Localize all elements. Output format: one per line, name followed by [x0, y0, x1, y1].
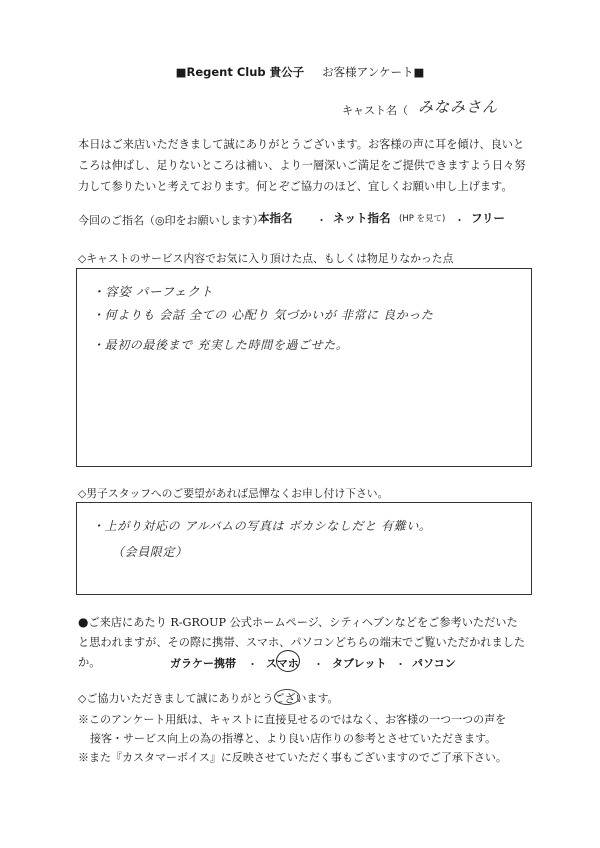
handwritten-staff-request: ・上がり対応の アルバムの写真は ボカシなしだと 有難い。 [92, 519, 432, 533]
selected-circle-mark [276, 650, 300, 672]
option-regular-nomination: 本指名 [258, 211, 293, 225]
section2-heading: ◇男子スタッフへのご要望があれば忌憚なくお申し付け下さい。 [78, 487, 389, 500]
handwritten-comment-line: ・何よりも 会話 全ての 心配り 気づかいが 非常に 良かった [92, 308, 434, 322]
device-option-tablet: タブレット [332, 657, 387, 670]
device-option-feature-phone: ガラケー携帯 [170, 657, 236, 670]
separator-dot: ・ [316, 214, 327, 227]
option-net-nomination-note: (HP を見て) [399, 214, 446, 224]
cast-name-label: キャスト名（ [342, 104, 408, 117]
option-net-nomination: ネット指名 [333, 211, 391, 225]
device-option-pc: パソコン [412, 657, 456, 670]
intro-paragraph: 本日はご来店いただきまして誠にありがとうございます。お客様の声に耳を傾け、良いところは伸ばし、足りないところは補い、より一層深いご満足をご提供できますよう日々努力して参りたいと考えております。何とぞご協力のほど、宜しくお願い申し上げます。 [78, 138, 526, 193]
device-option-smartphone: スマホ [266, 657, 299, 670]
option-free: フリー [471, 211, 506, 225]
nomination-label: 今回のご指名（◎印をお願いします） [78, 214, 264, 227]
device-question [78, 612, 528, 673]
survey-title [0, 64, 600, 80]
separator-dot: ・ [313, 658, 324, 671]
section1-heading: ◇キャストのサービス内容でお気に入り頂けた点、もしくは物足りなかった点 [78, 252, 454, 265]
handwritten-comment-line: ・最初の最後まで 充実した時間を過ごせた。 [92, 338, 349, 352]
separator-dot: ・ [454, 214, 465, 227]
separator-dot: ・ [395, 658, 406, 671]
cast-name-handwritten: みなみさん [418, 98, 499, 116]
footer-note-line: ※このアンケート用紙は、キャストに直接見せるのではなく、お客様の一つ一つの声を [78, 713, 507, 726]
separator-dot: ・ [247, 658, 258, 671]
handwritten-comment-line: ・容姿 パーフェクト [92, 284, 214, 299]
handwritten-staff-request-note: （会員限定） [112, 545, 188, 559]
brand-title: ■Regent Club 貴公子 [175, 65, 305, 79]
thanks-message: ◇ご協力いただきまして誠にありがとうございます。 [78, 692, 339, 705]
bullet-icon: ● [78, 615, 89, 629]
footer-note-line: ※また『カスタマーボイス』に反映させていただく事もございますのでご了承下さい。 [78, 751, 507, 764]
survey-subtitle: お客様アンケート■ [322, 65, 425, 79]
device-question-text: ご来店にあたり R-GROUP 公式ホームページ、シティヘブンなどをご参考いただいたと思われますが、その際に携帯、スマホ、パソコンどちらの端末でご覧いただかれましたか。 [78, 616, 526, 669]
footer-note [78, 710, 538, 767]
footer-note-line: 接客・サービス向上の為の指導と、より良い店作りの参考とさせていただきます。 [90, 732, 497, 745]
pen-mark-circle [274, 689, 300, 705]
